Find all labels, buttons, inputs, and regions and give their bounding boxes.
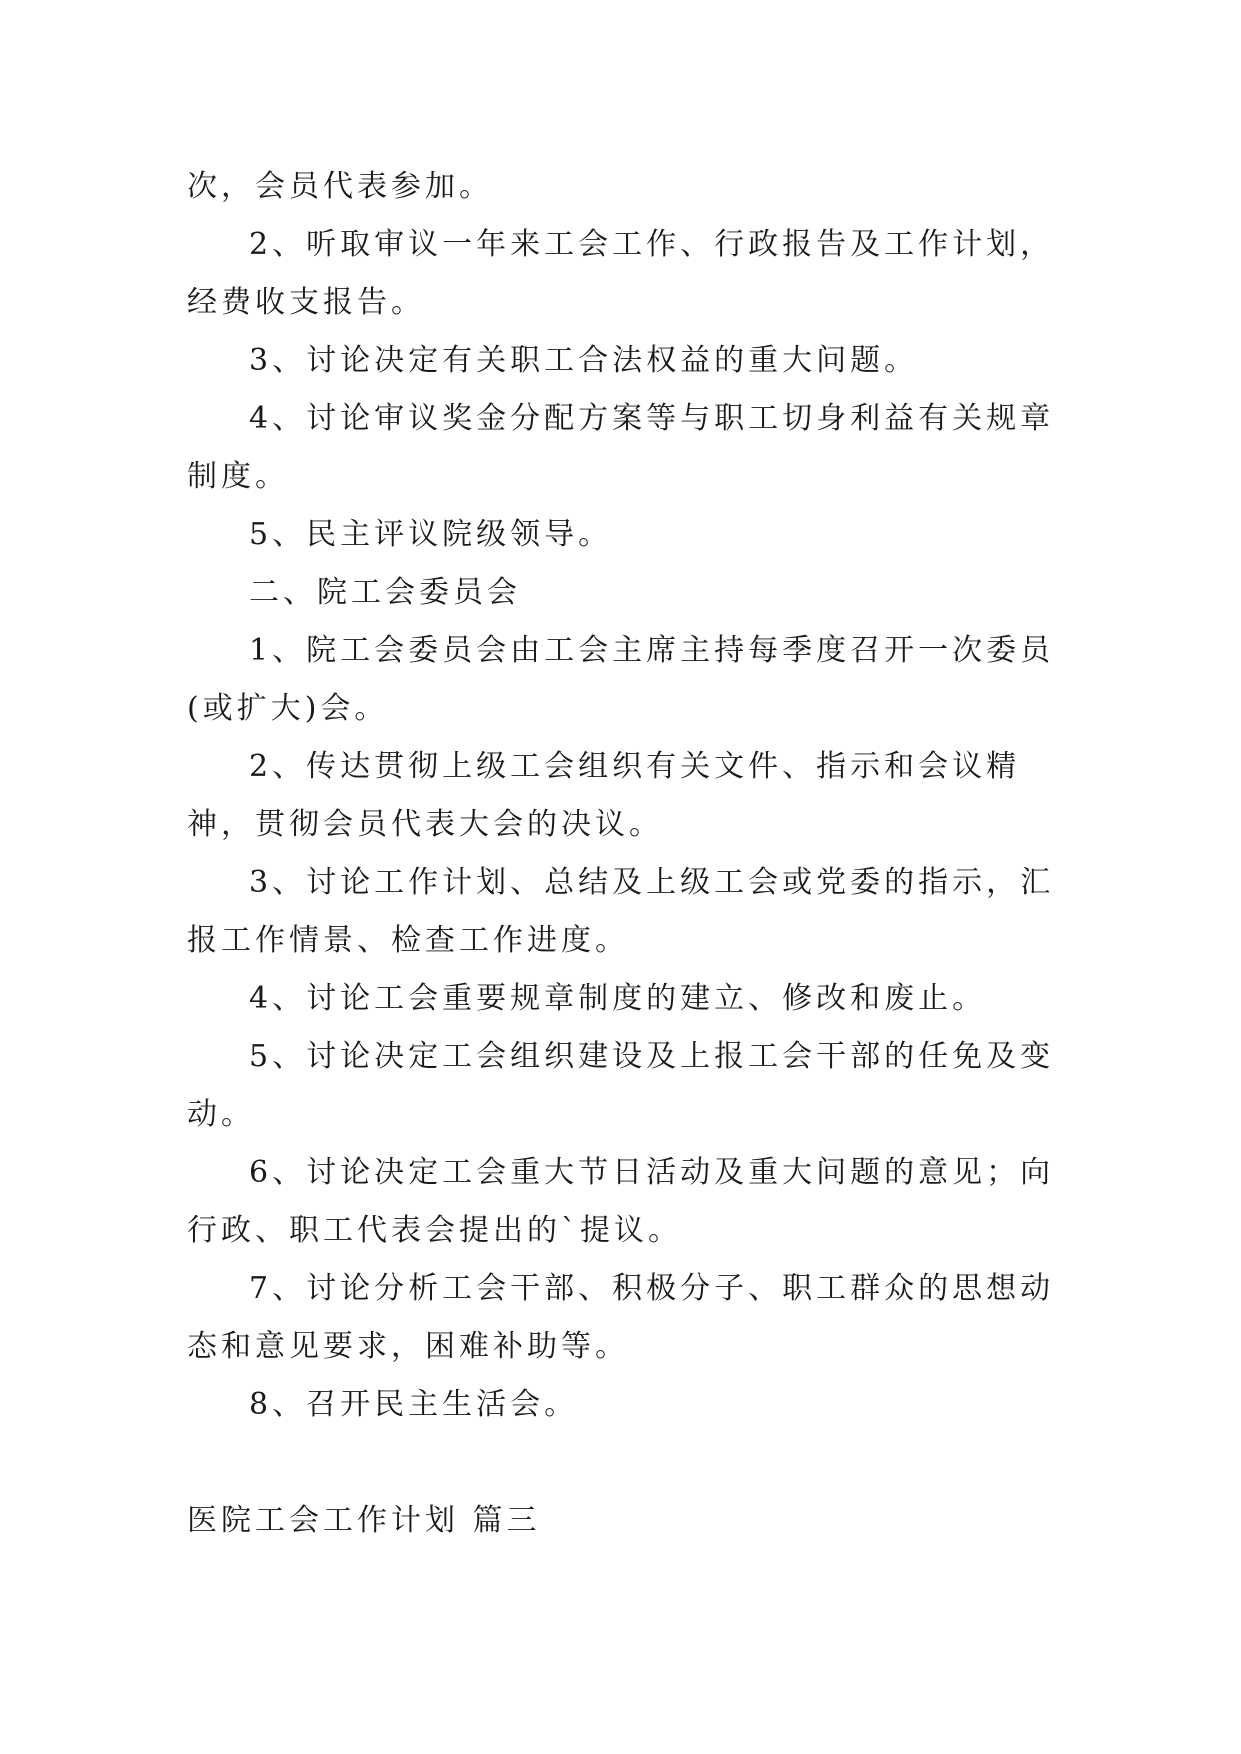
section-subheading: 二、院工会委员会	[249, 575, 521, 610]
paragraph-committee-2: 2、传达贯彻上级工会组织有关文件、指示和会议精神，贯彻会员代表大会的决议。	[187, 749, 1021, 842]
paragraph-committee-8: 8、召开民主生活会。	[249, 1387, 579, 1422]
document-body	[187, 158, 1067, 1550]
paragraph-item-3: 3、讨论决定有关职工合法权益的重大问题。	[249, 343, 919, 378]
paragraph-item-4: 4、讨论审议奖金分配方案等与职工切身利益有关规章制度。	[187, 401, 1055, 494]
paragraph-continuation: 次，会员代表参加。	[187, 169, 493, 204]
paragraph-committee-6: 6、讨论决定工会重大节日活动及重大问题的意见；向行政、职工代表会提出的`提议。	[187, 1155, 1055, 1248]
paragraph-committee-3: 3、讨论工作计划、总结及上级工会或党委的指示，汇报工作情景、检查工作进度。	[187, 865, 1055, 958]
section-spacer	[187, 1434, 1067, 1492]
paragraph-committee-4: 4、讨论工会重要规章制度的建立、修改和废止。	[249, 981, 987, 1016]
paragraph-committee-7: 7、讨论分析工会干部、积极分子、职工群众的思想动态和意见要求，困难补助等。	[187, 1271, 1055, 1364]
paragraph-item-5: 5、民主评议院级领导。	[249, 517, 613, 552]
paragraph-item-2: 2、听取审议一年来工会工作、行政报告及工作计划，经费收支报告。	[187, 227, 1055, 320]
section-heading: 医院工会工作计划 篇三	[187, 1503, 541, 1538]
paragraph-committee-1: 1、院工会委员会由工会主席主持每季度召开一次委员(或扩大)会。	[187, 633, 1055, 726]
paragraph-committee-5: 5、讨论决定工会组织建设及上报工会干部的任免及变动。	[187, 1039, 1055, 1132]
